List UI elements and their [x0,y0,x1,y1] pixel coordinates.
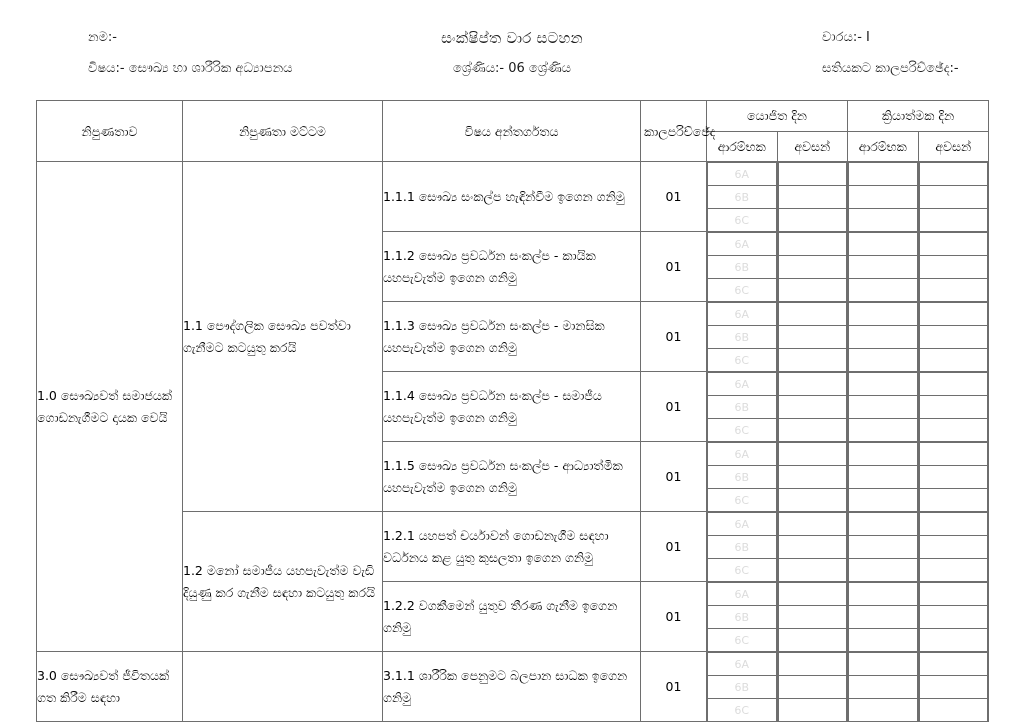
date-subrow-6c[interactable] [778,279,847,302]
date-subrow-6a[interactable] [849,443,918,466]
col-header-proposed-end: අවසන් [777,131,848,162]
cell-proposed-end[interactable] [777,162,848,232]
date-subrow-6c[interactable] [919,279,988,302]
cell-periods: 01 [641,302,707,372]
date-subrow-6b[interactable]: 6B [708,396,777,419]
date-subrow-6a[interactable] [778,583,847,606]
col-header-actual-dates: ක්‍රියාත්මක දින [848,101,989,132]
date-subrow-6b[interactable] [919,256,988,279]
date-subrow-6a[interactable] [778,653,847,676]
table-row [37,162,989,232]
date-subrow-6a[interactable] [849,163,918,186]
cell-periods: 01 [641,652,707,722]
cell-actual-end[interactable] [918,372,989,442]
date-subrow-6a[interactable] [778,303,847,326]
date-subrow-6b[interactable] [849,606,918,629]
date-subrow-6b[interactable] [849,186,918,209]
term-label: වාරය:- I [822,30,870,45]
date-subrow-6c[interactable] [919,629,988,652]
date-subrow-6b[interactable] [919,536,988,559]
date-subrow-6a[interactable]: 6A [708,513,777,536]
date-subrow-6c[interactable] [778,559,847,582]
date-subrow-6c[interactable] [919,699,988,722]
date-subrow-6c[interactable] [849,209,918,232]
cell-competency-level: 1.1 පෞද්ගලික සෞඛ්‍ය පවත්වා ගැනීමට කටයුතු කරයි [183,162,383,512]
col-header-skill: නිපුණතාව [37,101,183,162]
cell-actual-end[interactable] [918,232,989,302]
date-subrow-6b[interactable] [919,396,988,419]
cell-actual-end[interactable] [918,582,989,652]
col-header-actual-end: අවසන් [918,131,989,162]
table-body [37,162,989,722]
date-subrow-6a[interactable] [778,163,847,186]
date-subrow-6a[interactable] [919,303,988,326]
date-subrow-6b[interactable] [919,606,988,629]
page-title: සංක්ෂිප්ත වාර සටහන [441,29,583,47]
date-subrow-6b[interactable]: 6B [708,676,777,699]
cell-periods: 01 [641,582,707,652]
col-header-periods: කාලපරිච්ඡේද [641,101,707,162]
date-subrow-6a[interactable] [849,233,918,256]
date-subrow-6b[interactable] [778,256,847,279]
cell-actual-start[interactable] [848,652,919,722]
name-label: නම:- [88,30,117,45]
cell-proposed-end[interactable] [777,582,848,652]
date-subrow-6c[interactable] [778,489,847,512]
date-subrow-6a[interactable] [919,583,988,606]
date-subrow-6b[interactable] [849,466,918,489]
date-subrow-6a[interactable] [849,373,918,396]
date-subrow-6c[interactable]: 6C [708,209,777,232]
cell-subject-content: 1.2.1 යහපත් චර්යාවන් ගොඩනැගීම සඳහා වර්ධනය කළ යුතු කුසලතා ඉගෙන ගනිමු [383,512,641,582]
date-subrow-6c[interactable]: 6C [708,489,777,512]
date-subrow-6c[interactable] [778,349,847,372]
date-subrow-6b[interactable]: 6B [708,536,777,559]
date-subrow-6c[interactable] [919,419,988,442]
date-subrow-6a[interactable] [778,233,847,256]
cell-proposed-end[interactable] [777,232,848,302]
date-subrow-6c[interactable]: 6C [708,349,777,372]
cell-subject-content: 1.1.2 සෞඛ්‍ය ප්‍රවර්ධන සංකල්ප - කායික යහපැවැත්ම ඉගෙන ගනිමු [383,232,641,302]
date-subrow-6c[interactable]: 6C [708,279,777,302]
date-subrow-6b[interactable] [919,466,988,489]
cell-subject-content: 1.1.5 සෞඛ්‍ය ප්‍රවර්ධන සංකල්ප - ආධ්‍යාත්මික යහපැවැත්ම ඉගෙන ගනිමු [383,442,641,512]
date-subrow-6a[interactable]: 6A [708,303,777,326]
date-subrow-6c[interactable] [849,559,918,582]
date-subrow-6b[interactable] [778,606,847,629]
cell-proposed-end[interactable] [777,512,848,582]
date-subrow-6b[interactable]: 6B [708,326,777,349]
date-subrow-6b[interactable] [919,326,988,349]
date-subrow-6b[interactable] [919,186,988,209]
date-subrow-6b[interactable]: 6B [708,256,777,279]
date-subrow-6b[interactable] [778,466,847,489]
date-subrow-6c[interactable] [919,559,988,582]
date-subrow-6a[interactable] [849,583,918,606]
cell-subject-content: 3.1.1 ශාරීරික පෙනුමට බලපාන සාධක ඉගෙන ගනිමු [383,652,641,722]
cell-proposed-start[interactable] [707,442,778,512]
date-subrow-6c[interactable] [849,489,918,512]
cell-actual-end[interactable] [918,302,989,372]
date-subrow-6b[interactable] [849,676,918,699]
date-subrow-6c[interactable] [778,209,847,232]
header-row-top [0,28,1024,59]
date-subrow-6a[interactable] [778,513,847,536]
term-plan-table [36,100,989,722]
cell-actual-end[interactable] [918,512,989,582]
date-subrow-6b[interactable] [849,256,918,279]
date-subrow-6b[interactable]: 6B [708,466,777,489]
cell-proposed-end[interactable] [777,652,848,722]
date-subrow-6a[interactable] [919,443,988,466]
cell-proposed-start[interactable] [707,232,778,302]
cell-actual-start[interactable] [848,232,919,302]
cell-proposed-end[interactable] [777,442,848,512]
cell-skill: 3.0 සෞඛ්‍යවත් ජීවිතයක් ගත කිරීම සඳහා [37,652,183,722]
col-header-actual-start: ආරම්භක [848,131,919,162]
cell-periods: 01 [641,232,707,302]
cell-proposed-end[interactable] [777,372,848,442]
date-subrow-6a[interactable] [849,303,918,326]
periods-per-week-label: සතියකට කාලපරිච්ඡේද:- [822,61,959,76]
date-subrow-6a[interactable]: 6A [708,373,777,396]
date-subrow-6a[interactable]: 6A [708,163,777,186]
date-subrow-6b[interactable] [778,536,847,559]
date-subrow-6c[interactable] [919,489,988,512]
date-subrow-6a[interactable] [778,373,847,396]
cell-proposed-start[interactable] [707,162,778,232]
date-subrow-6a[interactable]: 6A [708,233,777,256]
cell-actual-start[interactable] [848,302,919,372]
date-subrow-6c[interactable] [919,349,988,372]
date-subrow-6b[interactable]: 6B [708,186,777,209]
date-subrow-6c[interactable] [849,349,918,372]
date-subrow-6c[interactable] [849,629,918,652]
date-subrow-6b[interactable] [849,326,918,349]
date-subrow-6a[interactable] [778,443,847,466]
date-subrow-6a[interactable] [919,513,988,536]
date-subrow-6a[interactable]: 6A [708,443,777,466]
cell-proposed-end[interactable] [777,302,848,372]
date-subrow-6c[interactable] [849,419,918,442]
cell-competency-level [183,652,383,722]
date-subrow-6c[interactable] [849,279,918,302]
header-row-group [37,101,989,132]
cell-proposed-start[interactable] [707,372,778,442]
date-subrow-6c[interactable] [778,629,847,652]
cell-periods: 01 [641,512,707,582]
cell-subject-content: 1.1.3 සෞඛ්‍ය ප්‍රවර්ධන සංකල්ප - මානසික යහපැවැත්ම ඉගෙන ගනිමු [383,302,641,372]
date-subrow-6a[interactable] [919,163,988,186]
date-subrow-6b[interactable] [778,186,847,209]
date-subrow-6c[interactable]: 6C [708,559,777,582]
date-subrow-6a[interactable] [919,653,988,676]
cell-competency-level: 1.2 මනෝ සමාජීය යහපැවැත්ම වැඩි දියුණු කර ගැනීම සඳහා කටයුතු කරයි [183,512,383,652]
date-subrow-6a[interactable] [849,513,918,536]
date-subrow-6c[interactable] [778,419,847,442]
date-subrow-6c[interactable] [778,699,847,722]
date-subrow-6b[interactable] [849,536,918,559]
col-header-level: නිපුණතා මට්ටම [183,101,383,162]
cell-actual-start[interactable] [848,162,919,232]
cell-proposed-start[interactable] [707,302,778,372]
cell-actual-start[interactable] [848,372,919,442]
cell-skill: 1.0 සෞඛ්‍යවත් සමාජයක් ගොඩනැගීමට දායක වෙයි [37,162,183,652]
table-header [37,101,989,162]
date-subrow-6b[interactable]: 6B [708,606,777,629]
date-subrow-6c[interactable] [849,699,918,722]
col-header-proposed-start: ආරම්භක [707,131,778,162]
date-subrow-6b[interactable] [919,676,988,699]
table-row [37,652,989,722]
date-subrow-6b[interactable] [778,676,847,699]
col-header-proposed-dates: යොජිත දින [707,101,848,132]
grade-label: ශ්‍රේණිය:- 06 ශ්‍රේණිය [452,61,572,76]
cell-actual-start[interactable] [848,582,919,652]
cell-actual-end[interactable] [918,652,989,722]
date-subrow-6c[interactable] [919,209,988,232]
cell-subject-content: 1.1.1 සෞඛ්‍ය සංකල්ප හැඳින්වීම ඉගෙන ගනිමු [383,162,641,232]
cell-periods: 01 [641,372,707,442]
header-row-bottom [0,59,1024,90]
cell-subject-content: 1.1.4 සෞඛ්‍ය ප්‍රවර්ධන සංකල්ප - සමාජීය යහපැවැත්ම ඉගෙන ගනිමු [383,372,641,442]
date-subrow-6c[interactable]: 6C [708,629,777,652]
date-subrow-6a[interactable]: 6A [708,583,777,606]
cell-subject-content: 1.2.2 වගකීමෙන් යුතුව තීරණ ගැනීම ඉගෙන ගනිමු [383,582,641,652]
cell-proposed-start[interactable] [707,582,778,652]
document-header [0,28,1024,90]
cell-proposed-start[interactable] [707,652,778,722]
date-subrow-6a[interactable] [919,233,988,256]
date-subrow-6c[interactable]: 6C [708,419,777,442]
subject-label: විෂය:- සෞඛ්‍ය හා ශාරීරික අධ්‍යාපනය [88,61,293,76]
date-subrow-6b[interactable] [849,396,918,419]
cell-actual-end[interactable] [918,162,989,232]
date-subrow-6b[interactable] [778,326,847,349]
date-subrow-6a[interactable] [849,653,918,676]
cell-periods: 01 [641,442,707,512]
cell-proposed-start[interactable] [707,512,778,582]
date-subrow-6c[interactable]: 6C [708,699,777,722]
cell-periods: 01 [641,162,707,232]
col-header-content: විෂය අන්තර්ගතය [383,101,641,162]
cell-actual-start[interactable] [848,512,919,582]
date-subrow-6a[interactable]: 6A [708,653,777,676]
date-subrow-6a[interactable] [919,373,988,396]
date-subrow-6b[interactable] [778,396,847,419]
cell-actual-start[interactable] [848,442,919,512]
cell-actual-end[interactable] [918,442,989,512]
